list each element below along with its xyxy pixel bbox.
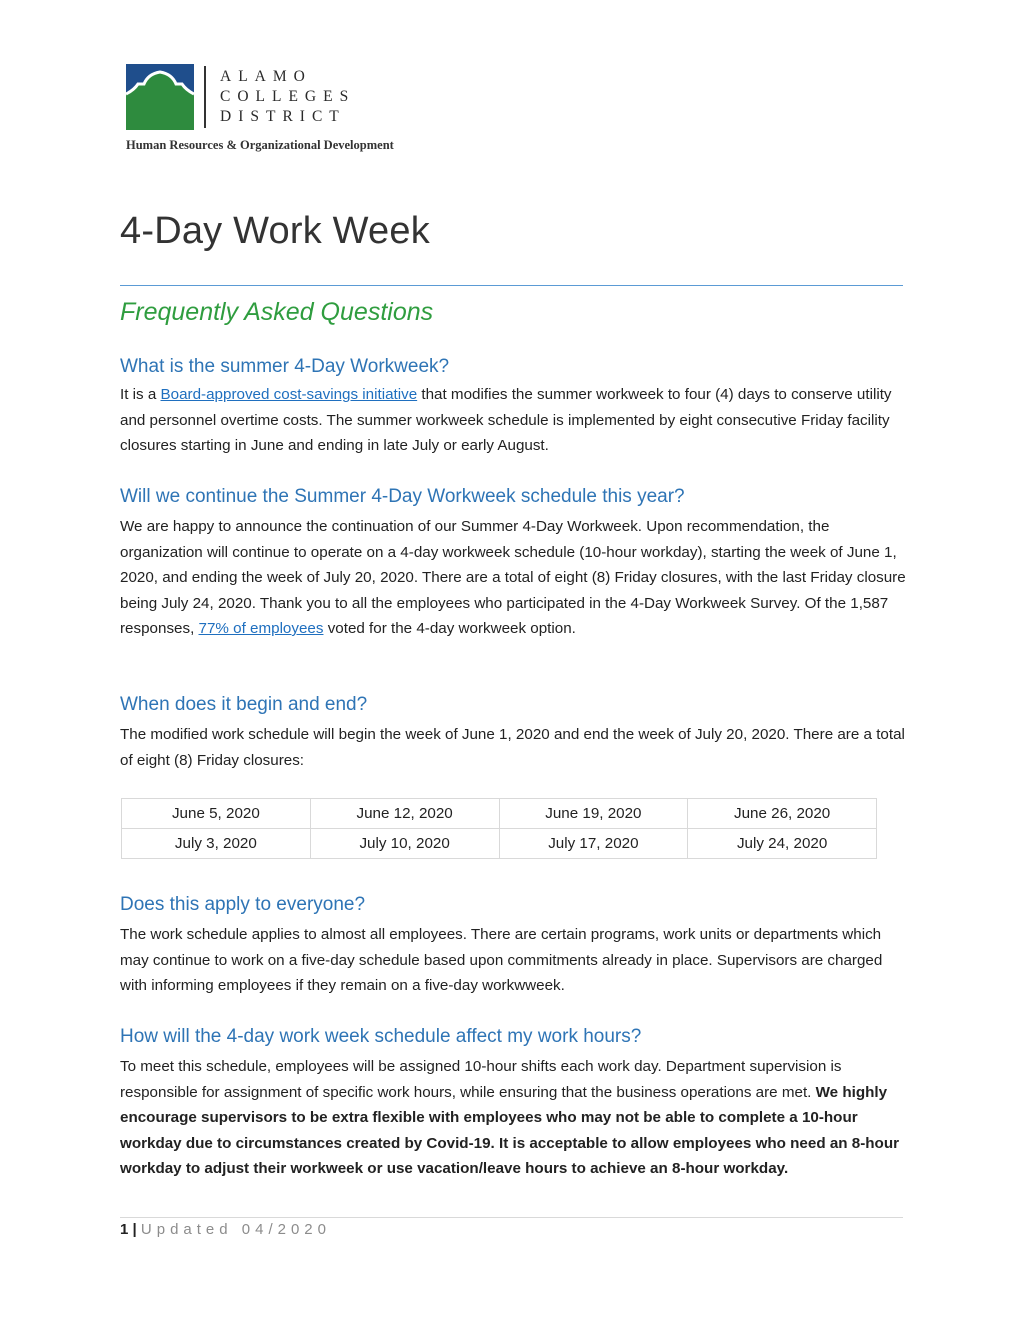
table-cell: June 26, 2020: [688, 799, 877, 829]
page-title: 4-Day Work Week: [120, 210, 430, 252]
page-footer: [120, 1221, 331, 1238]
faq-answer-summer-workweek: [120, 382, 910, 459]
footer-divider: [120, 1217, 903, 1218]
table-cell: July 17, 2020: [499, 829, 688, 859]
table-cell: June 12, 2020: [310, 799, 499, 829]
alamo-colleges-logo: [126, 64, 456, 154]
answer-text: To meet this schedule, employees will be assigned 10-hour shifts each work day. Department supervision is responsible for assignment of specific work hours, while ensuring that the business operations are met.: [120, 1058, 842, 1101]
page-subtitle: Frequently Asked Questions: [120, 298, 434, 326]
updated-date: Updated 04/2020: [140, 1221, 331, 1238]
page-number: 1: [120, 1221, 129, 1238]
answer-text: voted for the 4-day workweek option.: [323, 620, 576, 637]
table-cell: July 24, 2020: [688, 829, 877, 859]
logo-word-alamo: ALAMO: [220, 68, 312, 85]
answer-text: that modifies the summer workweek to four (4) days to conserve utility and personnel overtime costs. The summer workweek schedule is implemented by eight consecutive Friday facility closures starting in June and ending in late July or early August.: [120, 386, 892, 454]
table-row: [122, 799, 877, 829]
logo-word-district: DISTRICT: [220, 108, 346, 125]
faq-answer-work-hours: [120, 1054, 910, 1182]
table-cell: June 19, 2020: [499, 799, 688, 829]
table-row: [122, 829, 877, 859]
answer-text: It is a: [120, 386, 161, 403]
answer-text: We are happy to announce the continuation of our Summer 4-Day Workweek. Upon recommendation, the organization will continue to operate on a 4-day workweek schedule (10-hour workday), starting the week of June 1, 2020, and ending the week of July 20, 2020. There are a total of eight (8) Friday closures, with the last Friday closure being July 24, 2020. Thank you to all the employees who participated in the 4-Day Workweek Survey. Of the 1,587 responses,: [120, 518, 906, 637]
logo-department: Human Resources & Organizational Development: [126, 138, 394, 152]
footer-separator: |: [128, 1221, 141, 1238]
faq-question-work-hours: How will the 4-day work week schedule affect my work hours?: [120, 1026, 642, 1047]
title-divider: [120, 285, 903, 286]
faq-answer-apply-everyone: The work schedule applies to almost all employees. There are certain programs, work units or departments which may continue to work on a five-day schedule based upon commitments already in place. Supervisors are charged with informing employees if they remain on a five-day workwweek.: [120, 926, 883, 994]
board-approved-link[interactable]: Board-approved cost-savings initiative: [160, 386, 418, 403]
faq-answer-continue-schedule: [120, 514, 910, 642]
friday-closures-table: [121, 798, 877, 859]
table-cell: July 3, 2020: [122, 829, 311, 859]
alamo-mission-logo-icon: [126, 64, 194, 130]
faq-question-summer-workweek: What is the summer 4-Day Workweek?: [120, 356, 450, 377]
survey-results-link[interactable]: 77% of employees: [198, 620, 324, 637]
faq-question-continue-schedule: Will we continue the Summer 4-Day Workweek schedule this year?: [120, 486, 685, 507]
faq-answer-begin-end: The modified work schedule will begin the week of June 1, 2020 and end the week of July 20, 2020. There are a total of eight (8) Friday closures:: [120, 726, 905, 769]
faq-question-apply-everyone: Does this apply to everyone?: [120, 894, 366, 915]
table-cell: June 5, 2020: [122, 799, 311, 829]
answer-bold-text: We highly encourage supervisors to be extra flexible with employees who may not be able to complete a 10-hour workday due to circumstances created by Covid-19. It is acceptable to allow employees who need an 8-hour workday to adjust their workweek or use vacation/leave hours to achieve an 8-hour workday.: [120, 1083, 900, 1177]
table-cell: July 10, 2020: [310, 829, 499, 859]
logo-word-colleges: COLLEGES: [220, 88, 356, 105]
logo-divider: [204, 66, 206, 128]
faq-question-begin-end: When does it begin and end?: [120, 694, 368, 715]
